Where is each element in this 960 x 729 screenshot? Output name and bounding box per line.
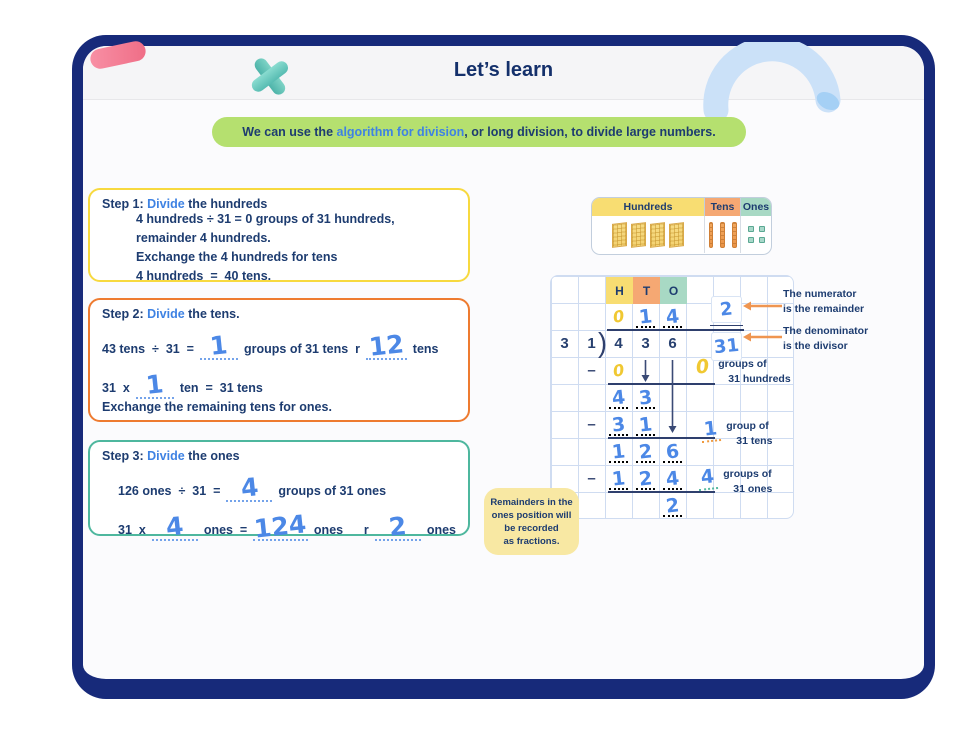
step-label: Step 3: [102,449,148,463]
grid-digit-cell [659,492,686,519]
grid-digit-cell [632,465,659,492]
step-line [102,323,456,360]
printed-digit: 3 [641,335,650,352]
division-bracket: ) [598,327,607,359]
grid-digit-cell [659,438,686,465]
grid-digit-cell [605,465,632,492]
step-line [102,362,456,399]
printed-digit: 1 [587,335,596,352]
pv-column-header: Ones [741,198,771,216]
step-text: remainder 4 hundreds. [136,231,271,245]
step-text: groups of 31 ones [278,484,387,498]
grid-digit-cell [659,330,686,357]
handwritten-digits: 4 [239,472,260,503]
sticky-note-line: as fractions. [503,535,560,547]
hundred-flat-icon [631,222,646,248]
place-value-table-header [592,198,771,216]
handwritten-digits: 1 [144,369,165,400]
sticky-note-line: Remainders in the [490,496,573,508]
step-line [136,268,456,287]
step-text: tens [412,342,439,356]
group-count-digit: 0 [694,355,711,379]
handwritten-digits: 12 [367,329,406,362]
grid-digit-cell [632,384,659,411]
step-title [102,449,456,463]
banner-highlight: algorithm for division [336,125,465,139]
handwritten-digit: 1 [637,412,654,437]
handwritten-digit: 2 [664,493,681,518]
step-label: Step 1: [102,197,148,211]
step-text: 4 hundreds ÷ 31 = 0 groups of 31 hundreds, [136,212,395,226]
dotted-underline [663,326,682,328]
handwritten-digit: 6 [664,439,681,464]
note-line: The numerator [783,288,857,300]
groups-note-hundreds [693,357,791,387]
step-verb: Divide [147,197,185,211]
step-1-box [88,188,470,282]
grid-digit-cell [551,330,578,357]
grid-digit-cell [632,303,659,330]
dotted-underline [636,326,655,328]
grid-digit-cell [605,438,632,465]
grid-digit-cell [605,330,632,357]
grid-digit-cell [659,303,686,330]
fraction-numerator: 2 [719,298,734,321]
handwritten-digits: 2 [387,511,408,542]
group-note-line: 31 ones [733,483,773,495]
step-2-box [88,298,470,422]
grid-digit-cell [632,330,659,357]
handwritten-digit: 4 [664,466,681,491]
hundred-flat-icon [650,222,665,248]
hundred-flat-icon [669,222,684,248]
grid-digit-cell [632,438,659,465]
group-count-digit: 4 [697,466,719,491]
handwritten-digit: – [587,362,596,379]
step-text: Exchange the 4 hundreds for tens [136,250,338,264]
grid-digit-cell [605,357,632,384]
group-note-text [726,419,772,449]
step-title-rest: the tens. [184,307,240,321]
printed-digit: 6 [668,335,677,352]
handwritten-digit: 0 [611,360,626,381]
step-label: Step 2: [102,307,148,321]
step-text: 31 x [102,381,130,395]
step-line [136,211,456,230]
one-cube-icon [759,237,765,243]
group-note-text [723,467,772,497]
dotted-underline [609,488,628,490]
handwritten-answer [136,366,174,399]
ten-rod-icon [720,222,725,248]
sticky-note-line: ones position will [491,509,572,521]
printed-digit: 4 [614,335,623,352]
step-line [136,249,456,268]
sticky-note-line: be recorded [504,522,559,534]
groups-note-ones [698,467,772,497]
step-text: groups of 31 tens r [243,342,360,356]
denominator-note [783,324,883,354]
pv-column-header: Tens [705,198,741,216]
pv-column-cell [592,216,705,253]
handwritten-answer [226,469,272,502]
fraction-bar [710,325,743,327]
intro-banner [212,117,746,147]
dotted-underline [636,407,655,409]
step-text: ones [426,523,456,537]
handwritten-answer [200,327,238,360]
grid-column-header: O [660,277,687,304]
place-value-table [591,197,772,255]
printed-digit: 3 [560,335,569,352]
one-cube-icon [748,237,754,243]
dotted-underline [609,461,628,463]
step-text: 43 tens ÷ 31 = [102,342,194,356]
fraction-denominator: 31 [712,334,741,359]
step-text: ones r [313,523,369,537]
grid-digit-cell [578,465,605,492]
dotted-underline [636,434,655,436]
handwritten-digit: 4 [664,304,681,329]
handwritten-digit: 1 [610,466,627,491]
note-line: is the remainder [783,303,865,315]
handwritten-digits: 4 [164,511,185,542]
step-text: 126 ones ÷ 31 = [118,484,221,498]
step-text: Exchange the remaining tens for ones. [102,400,332,414]
ten-rod-icon [732,222,737,248]
group-note-line: 31 tens [736,435,773,447]
step-line [102,399,456,419]
group-note-text [718,357,790,387]
step-title-rest: the ones [184,449,240,463]
one-cube-icon [759,226,765,232]
dotted-underline [636,461,655,463]
dotted-underline [663,515,682,517]
step-verb: Divide [147,449,185,463]
hundred-flat-icon [612,222,627,248]
banner-text-prefix: We can use the [242,125,337,139]
grid-column-header: T [633,277,660,304]
groups-note-tens [701,419,772,449]
grid-digit-cell [605,384,632,411]
numerator-arrow-icon [742,300,784,312]
fraction-numerator-box [711,296,742,323]
group-note-line: 31 hundreds [728,373,791,385]
note-line: is the divisor [783,340,848,352]
handwritten-digit: 3 [637,385,654,410]
handwritten-digit: 4 [610,385,627,410]
grid-digit-cell [578,411,605,438]
step-verb: Divide [147,307,185,321]
note-line: The denominator [783,325,869,337]
handwritten-digit: 3 [610,412,627,437]
group-count-digit: 1 [700,418,722,443]
grid-digit-cell [659,465,686,492]
pv-column-header: Hundreds [592,198,705,216]
denominator-arrow-icon [742,331,784,343]
step-text: ones = [203,523,248,537]
group-note-line: groups of [718,358,767,370]
remainder-note [484,488,579,555]
step-3-box [88,440,470,544]
handwritten-answer [152,508,198,541]
dotted-underline [636,488,655,490]
step-text: ten = 31 tens [179,381,263,395]
step-text: 31 x [118,523,146,537]
handwritten-answer [253,508,309,544]
pv-column-cell [741,216,771,253]
handwritten-digit: 1 [610,439,627,464]
handwritten-answer [375,508,421,541]
numerator-note [783,287,883,317]
dotted-underline [609,434,628,436]
place-value-table-body [592,216,771,253]
grid-digit-cell [605,411,632,438]
dotted-underline [609,407,628,409]
step-title-rest: the hundreds [184,197,268,211]
grid-digit-cell [632,411,659,438]
handwritten-digit: – [587,470,596,487]
step-title [102,197,456,211]
step-line [118,504,456,544]
handwritten-digit: 0 [611,306,626,327]
ten-rod-icon [709,222,714,248]
handwritten-digit: – [587,416,596,433]
dotted-underline [663,488,682,490]
step-title [102,307,456,321]
group-note-line: group of [726,420,769,432]
grid-digit-cell [605,303,632,330]
handwritten-answer [366,327,407,360]
step-line [136,230,456,249]
group-note-line: groups of [723,468,772,480]
page-title: Let’s learn [453,59,554,81]
grid-column-header: H [606,277,633,304]
handwritten-digit: 1 [637,304,654,329]
handwritten-digits: 1 [208,330,230,361]
dotted-underline [663,461,682,463]
pv-column-cell [705,216,741,253]
handwritten-digits: 124 [253,509,309,544]
step-line [118,465,456,502]
grid-digit-cell [578,357,605,384]
one-dots [748,226,765,243]
handwritten-digit: 2 [637,466,654,491]
step-text: 4 hundreds = 40 tens. [136,269,272,283]
banner-text-suffix: , or long division, to divide large numbers. [464,125,716,139]
grid-digit-cell [578,327,607,359]
one-cube-icon [748,226,754,232]
handwritten-digit: 2 [637,439,654,464]
